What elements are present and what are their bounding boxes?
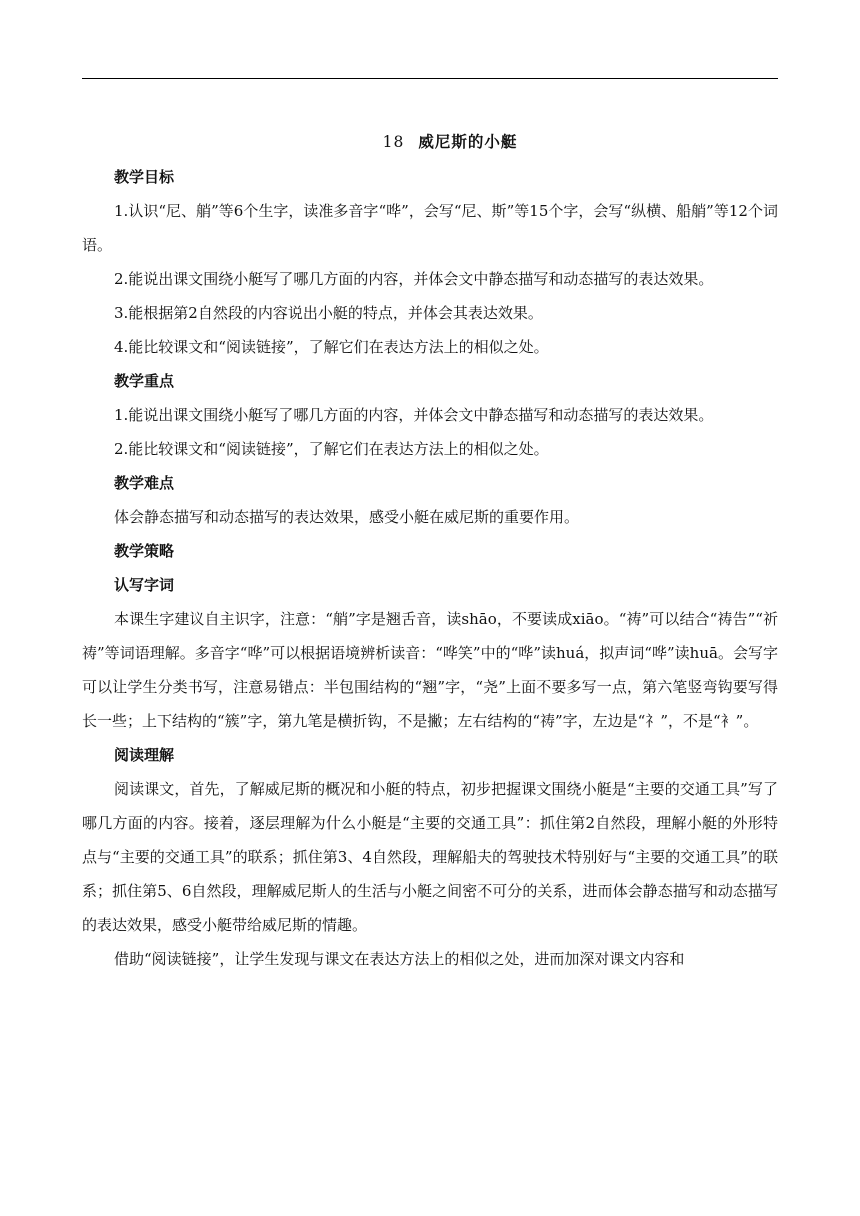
reading-paragraph-1: 阅读课文，首先，了解威尼斯的概况和小艇的特点，初步把握课文围绕小艇是“主要的交通工具”写了哪几方面的内容。接着，逐层理解为什么小艇是“主要的交通工具”：抓住第2自然段，理解小艇的外形特点与“主要的交通工具”的联系；抓住第3、4自然段，理解船夫的驾驶技术特别好与“主要的交通工具”的联系；抓住第5、6自然段，理解威尼斯人的生活与小艇之间密不可分的关系，进而体会静态描写和动态描写的表达效果，感受小艇带给威尼斯的情趣。 (82, 780, 778, 934)
vocabulary-paragraph: 本课生字建议自主识字，注意：“艄”字是翘舌音，读shāo，不要读成xiāo。“祷”可以结合“祷告”“祈祷”等词语理解。多音字“哗”可以根据语境辨析读音：“哗笑”中的“哗”读huá，拟声词“哗”读huā。会写字可以让学生分类书写，注意易错点：半包围结构的“翘”字，“尧”上面不要多写一点，第六笔竖弯钩要写得长一些；上下结构的“簇”字，第九笔是横折钩，不是撇；左右结构的“祷”字，左边是“礻”，不是“衤”。 (82, 610, 778, 730)
section-heading-reading: 阅读理解 (114, 746, 175, 764)
objective-4: 4.能比较课文和“阅读链接”，了解它们在表达方法上的相似之处。 (114, 338, 549, 356)
header-rule (82, 78, 778, 79)
difficulty-1: 体会静态描写和动态描写的表达效果，感受小艇在威尼斯的重要作用。 (114, 508, 580, 526)
lesson-title-text: 威尼斯的小艇 (418, 133, 518, 151)
objective-3: 3.能根据第2自然段的内容说出小艇的特点，并体会其表达效果。 (114, 304, 543, 322)
lesson-number: 18 (382, 133, 405, 151)
section-heading-key-points: 教学重点 (114, 372, 175, 390)
key-point-2: 2.能比较课文和“阅读链接”，了解它们在表达方法上的相似之处。 (114, 440, 549, 458)
key-point-1: 1.能说出课文围绕小艇写了哪几方面的内容，并体会文中静态描写和动态描写的表达效果。 (114, 406, 714, 424)
lesson-title (0, 130, 860, 152)
section-heading-difficulties: 教学难点 (114, 474, 175, 492)
objective-1: 1.认识“尼、艄”等6个生字，读准多音字“哗”，会写“尼、斯”等15个字，会写“纵横、船艄”等12个词语。 (82, 202, 778, 254)
objective-2: 2.能说出课文围绕小艇写了哪几方面的内容，并体会文中静态描写和动态描写的表达效果。 (114, 270, 714, 288)
document-body (82, 160, 778, 976)
section-heading-objectives: 教学目标 (114, 168, 175, 186)
section-heading-strategies: 教学策略 (114, 542, 175, 560)
reading-paragraph-2: 借助“阅读链接”，让学生发现与课文在表达方法上的相似之处，进而加深对课文内容和 (114, 950, 685, 968)
section-heading-vocabulary: 认写字词 (114, 576, 175, 594)
